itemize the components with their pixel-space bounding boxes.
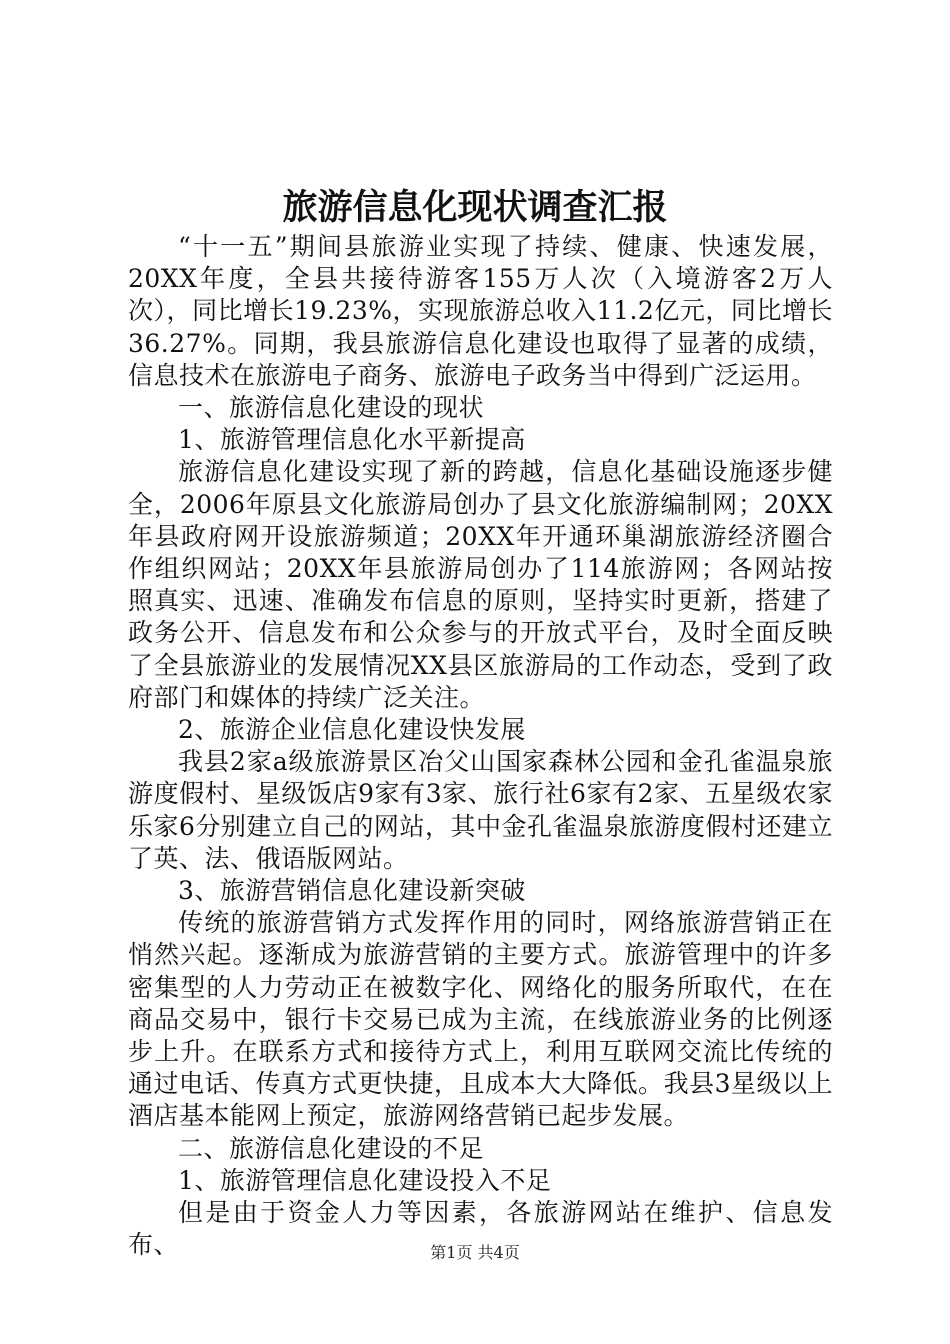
subheading-investment: 1、旅游管理信息化建设投入不足 <box>178 1165 552 1195</box>
subheading-enterprise: 2、旅游企业信息化建设快发展 <box>178 715 526 745</box>
document-body <box>128 231 833 1262</box>
page-footer: 第1页 共4页 <box>430 1243 520 1262</box>
subheading-marketing: 3、旅游营销信息化建设新突破 <box>178 876 526 906</box>
section-heading-status: 一、旅游信息化建设的现状 <box>178 393 485 423</box>
section-heading-shortcomings: 二、旅游信息化建设的不足 <box>178 1133 485 1163</box>
subheading-management: 1、旅游管理信息化水平新提高 <box>178 425 526 455</box>
document-title: 旅游信息化现状调查汇报 <box>282 187 668 228</box>
paragraph-investment: 但是由于资金人力等因素，各旅游网站在维护、信息发布、 <box>128 1198 833 1260</box>
paragraph-enterprise: 我县2家a级旅游景区冶父山国家森林公园和金孔雀温泉旅游度假村、星级饭店9家有3家、旅行社6家有2家、五星级农家乐家6分别建立自己的网站，其中金孔雀温泉旅游度假村还建立了英、法、俄语版网站。 <box>128 747 833 873</box>
paragraph-marketing: 传统的旅游营销方式发挥作用的同时，网络旅游营销正在悄然兴起。逐渐成为旅游营销的主要方式。旅游管理中的许多密集型的人力劳动正在被数字化、网络化的服务所取代，在在商品交易中，银行卡交易已成为主流，在线旅游业务的比例逐步上升。在联系方式和接待方式上，利用互联网交流比传统的通过电话、传真方式更快捷，且成本大大降低。我县3星级以上酒店基本能网上预定，旅游网络营销已起步发展。 <box>128 908 833 1131</box>
paragraph-management: 旅游信息化建设实现了新的跨越，信息化基础设施逐步健全，2006年原县文化旅游局创办了县文化旅游编制网；20XX年县政府网开设旅游频道；20XX年开通环巢湖旅游经济圈合作组织网站；20XX年县旅游局创办了114旅游网；各网站按照真实、迅速、准确发布信息的原则，坚持实时更新，搭建了政务公开、信息发布和公众参与的开放式平台，及时全面反映了全县旅游业的发展情况XX县区旅游局的工作动态，受到了政府部门和媒体的持续广泛关注。 <box>128 457 833 712</box>
intro-paragraph: “十一五”期间县旅游业实现了持续、健康、快速发展，20XX年度，全县共接待游客155万人次（入境游客2万人次），同比增长19.23%，实现旅游总收入11.2亿元，同比增长36.27%。同期，我县旅游信息化建设也取得了显著的成绩，信息技术在旅游电子商务、旅游电子政务当中得到广泛运用。 <box>128 232 833 390</box>
